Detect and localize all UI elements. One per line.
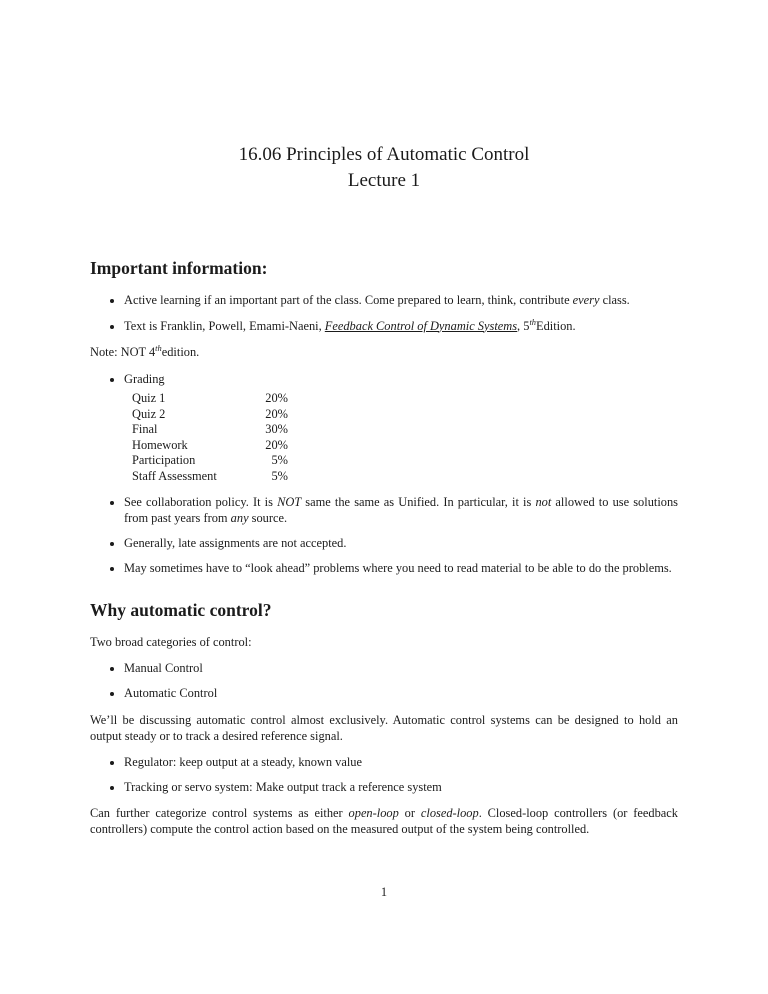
why-paragraph-2 <box>90 805 678 837</box>
important-list-top <box>90 292 678 333</box>
superscript-text: th <box>529 316 536 327</box>
grading-item-name: Quiz 2 <box>132 406 166 421</box>
grading-item-name: Homework <box>132 437 188 452</box>
emphasis-text: not <box>535 494 552 509</box>
superscript-text: th <box>155 342 162 353</box>
grading-item-value: 20% <box>265 406 288 421</box>
bullet-active-learning <box>124 292 678 308</box>
bullet-collaboration-policy <box>124 494 678 526</box>
bullet-automatic-control: • Automatic Control <box>124 685 678 701</box>
text-segment: Active learning if an important part of the class. Come prepared to learn, think, contribute <box>124 293 573 308</box>
doc-title <box>90 142 678 194</box>
text-segment: Note: NOT 4 <box>90 344 156 359</box>
grading-row <box>132 407 678 423</box>
emphasis-text: open-loop <box>348 806 399 821</box>
bullet-grading <box>124 371 678 485</box>
grading-item-value: 5% <box>271 453 288 468</box>
text-segment: source. <box>248 510 288 525</box>
emphasis-text: closed-loop <box>420 806 479 821</box>
grading-item-name: Quiz 1 <box>132 390 166 405</box>
text-segment: edition. <box>161 344 200 359</box>
text-segment: Edition. <box>536 318 576 333</box>
section-heading-why: Why automatic control? <box>90 600 272 621</box>
grading-item-name: Staff Assessment <box>132 469 217 484</box>
grading-item-value: 5% <box>271 469 288 484</box>
grading-item-value: 30% <box>265 422 288 437</box>
text-segment: class. <box>599 293 630 308</box>
grading-item-name: Participation <box>132 453 196 468</box>
book-title-text: Feedback Control of Dynamic Systems <box>324 318 518 333</box>
important-list-bottom <box>90 371 678 576</box>
bullet-late-assignments: • Generally, late assignments are not accepted. <box>124 535 678 551</box>
note-paragraph <box>90 344 678 360</box>
grading-table <box>132 391 678 485</box>
bullet-textbook <box>124 318 678 334</box>
bullet-regulator: • Regulator: keep output at a steady, known value <box>124 754 678 770</box>
text-segment: . Closed-loop controllers (or feedback controllers) compute the control action based on the measured output of the system being controlled. <box>90 806 678 837</box>
text-segment: same the same as Unified. In particular, it is <box>301 494 536 509</box>
grading-row <box>132 438 678 454</box>
text-segment: Can further categorize control systems as either <box>90 806 349 821</box>
emphasis-text: NOT <box>277 494 302 509</box>
grading-item-value: 20% <box>265 390 288 405</box>
grading-item-name: Final <box>132 422 158 437</box>
why-intro-paragraph: Two broad categories of control: <box>90 635 252 650</box>
text-segment: Text is Franklin, Powell, Emami-Naeni, <box>124 318 325 333</box>
page-number: 1 <box>380 884 388 899</box>
grading-item-value: 20% <box>265 437 288 452</box>
grading-row <box>132 453 678 469</box>
text-segment: allowed to use solutions from past years from <box>124 494 678 525</box>
why-paragraph-1: We’ll be discussing automatic control almost exclusively. Automatic control systems can be designed to hold an output steady or to track a desired reference signal. <box>90 712 678 743</box>
emphasis-text: every <box>572 293 600 308</box>
control-categories-list <box>90 660 678 701</box>
grading-row <box>132 422 678 438</box>
bullet-look-ahead: • May sometimes have to “look ahead” problems where you need to read material to be able to do the problems. <box>124 560 678 576</box>
emphasis-text: any <box>230 510 249 525</box>
bullet-manual-control: • Manual Control <box>124 660 678 676</box>
system-types-list <box>90 754 678 795</box>
grading-row <box>132 391 678 407</box>
grading-row <box>132 469 678 485</box>
grading-label: Grading <box>124 371 165 386</box>
text-segment: or <box>398 806 421 821</box>
doc-title-line2: Lecture 1 <box>347 170 421 192</box>
text-segment: See collaboration policy. It is <box>124 494 278 509</box>
text-segment: , 5 <box>517 318 530 333</box>
doc-title-line1: 16.06 Principles of Automatic Control <box>238 144 530 165</box>
section-heading-important: Important information: <box>90 258 268 279</box>
bullet-tracking-servo: • Tracking or servo system: Make output track a reference system <box>124 779 678 795</box>
